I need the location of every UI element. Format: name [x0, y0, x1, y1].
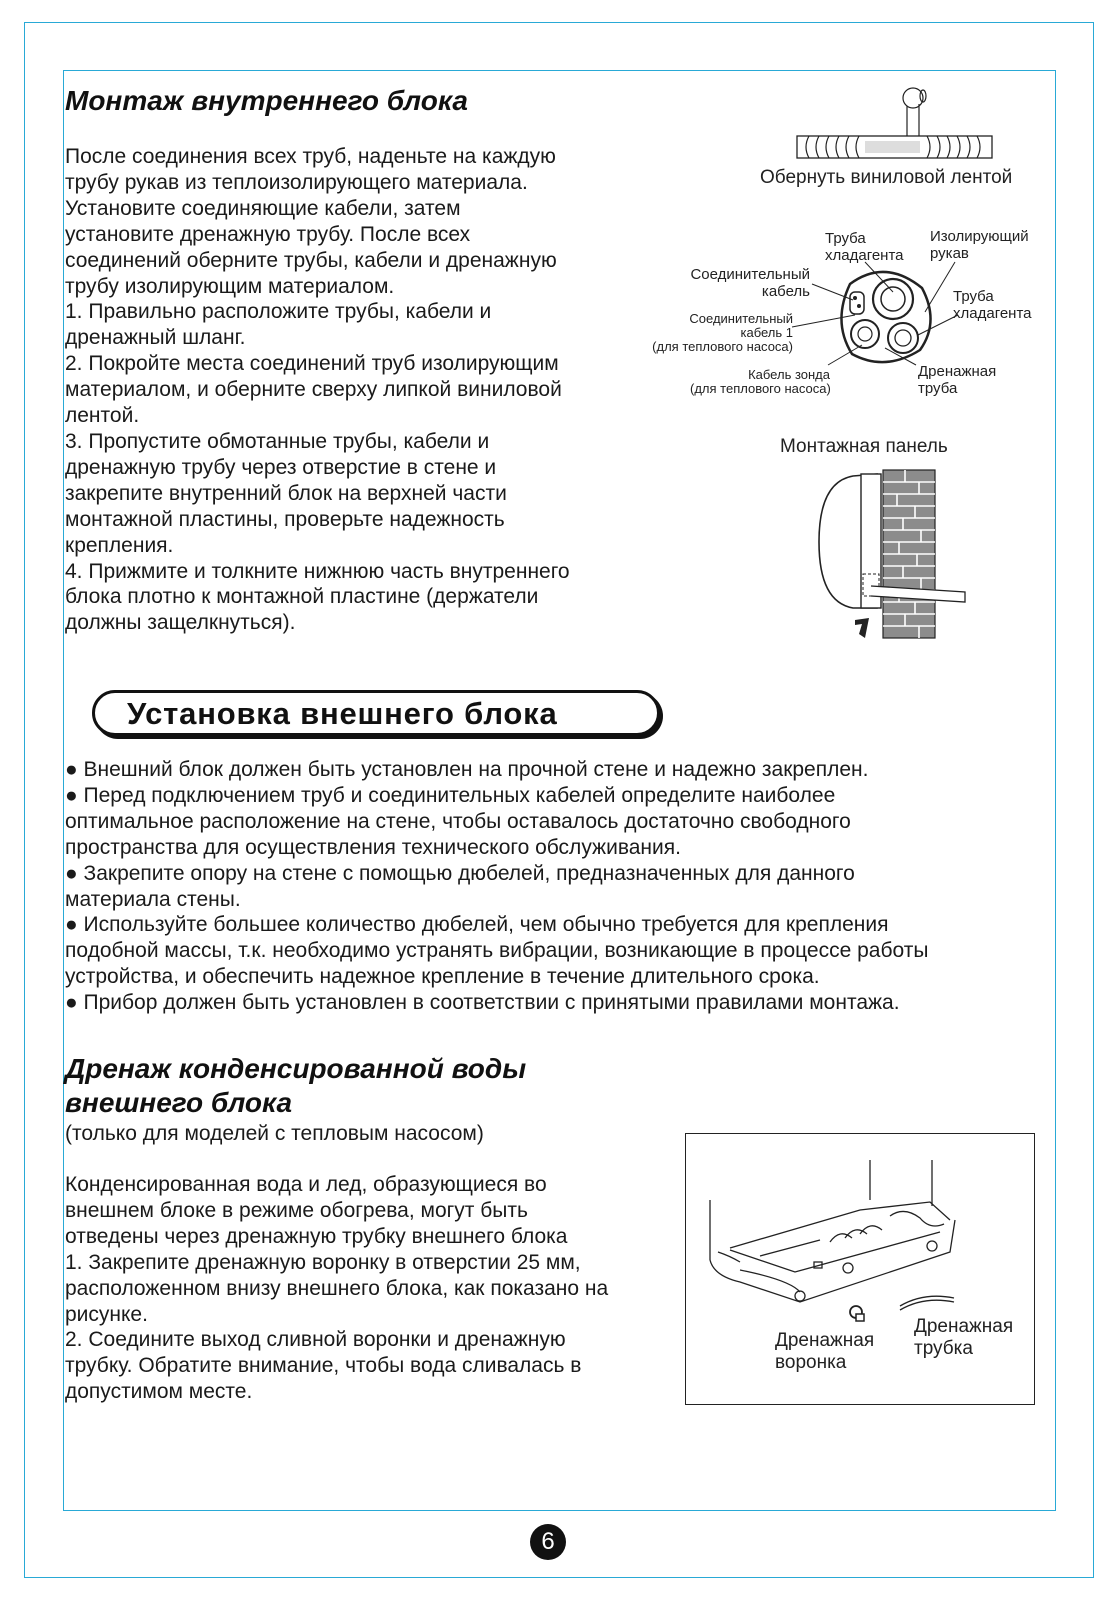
- page-number: 6: [530, 1524, 566, 1560]
- text-line: лентой.: [65, 404, 140, 428]
- text-line: ● Перед подключением труб и соединительных кабелей определите наиболее: [65, 783, 836, 807]
- label-text: Соединительный кабель 1: [689, 311, 793, 340]
- label-text: Дренажная трубка: [914, 1316, 1014, 1359]
- label-text: Соединительный кабель: [690, 266, 810, 300]
- drain-section-title-line1: Дренаж конденсированной воды: [65, 1053, 527, 1084]
- text-line: монтажной пластины, проверьте надежность: [65, 507, 505, 531]
- label-pipe-refrigerant-right: [953, 288, 1048, 322]
- text-line: трубу рукав из теплоизолирующего материала.: [65, 170, 528, 194]
- text-line: устройства, и обеспечить надежное крепление в течение длительного срока.: [65, 965, 820, 989]
- text-line: 2. Соедините выход сливной воронки и дренажную: [65, 1328, 566, 1352]
- label-drain-pipe: [918, 363, 1008, 397]
- label-drain-funnel: [775, 1330, 895, 1374]
- text-line: оптимальное расположение на стене, чтобы оставалось достаточно свободного: [65, 809, 851, 833]
- text-line: трубу изолирующим материалом.: [65, 274, 395, 298]
- text-line: рисунке.: [65, 1302, 148, 1326]
- text-line: отведены через дренажную трубку внешнего блока: [65, 1224, 568, 1248]
- text-line: материала стены.: [65, 887, 241, 911]
- text-line: (только для моделей с тепловым насосом): [65, 1122, 484, 1145]
- drain-tube-icon: [898, 1292, 958, 1312]
- label-probe-cable: [690, 368, 830, 396]
- label-connecting-cable: [688, 266, 810, 300]
- text-line: установите дренажную трубу. После всех: [65, 222, 471, 246]
- text-line: 1. Правильно расположите трубы, кабели и: [65, 300, 492, 324]
- label-drain-tube: [914, 1316, 1029, 1360]
- drain-section-title-line2: внешнего блока: [65, 1087, 293, 1118]
- label-text: Кабель зонда: [748, 367, 830, 382]
- text-line: ● Используйте большее количество дюбелей, чем обычно требуется для крепления: [65, 913, 889, 937]
- text-line: блока плотно к монтажной пластине (держатели: [65, 585, 539, 609]
- drain-subtitle: [65, 1121, 484, 1147]
- text-line: 1. Закрепите дренажную воронку в отверстии 25 мм,: [65, 1250, 581, 1274]
- text-line: допустимом месте.: [65, 1380, 253, 1404]
- text-line: Конденсированная вода и лед, образующиеся во: [65, 1173, 547, 1196]
- label-connecting-cable-1: [650, 312, 793, 354]
- text-line: ● Внешний блок должен быть установлен на прочной стене и надежно закреплен.: [65, 758, 869, 781]
- text-line: подобной массы, т.к. необходимо устранять вибрации, возникающие в процессе работы: [65, 939, 929, 963]
- outdoor-section-title: Установка внешнего блока: [127, 696, 558, 731]
- text-line: соединений оберните трубы, кабели и дренажную: [65, 248, 557, 272]
- text-line: должны защелкнуться).: [65, 611, 296, 635]
- drain-funnel-icon: [846, 1302, 870, 1326]
- text-line: дренажный шланг.: [65, 326, 246, 350]
- indoor-unit-wall-illustration: [815, 462, 975, 647]
- text-line: 3. Пропустите обмотанные трубы, кабели и: [65, 429, 490, 453]
- text-line: закрепите внутренний блок на верхней части: [65, 481, 507, 505]
- label-pipe-refrigerant-top: [825, 230, 920, 264]
- indoor-section-title: Монтаж внутреннего блока: [65, 85, 468, 116]
- label-text: Труба хладагента: [825, 230, 904, 264]
- text-line: Установите соединяющие кабели, затем: [65, 196, 461, 220]
- text-line: ● Прибор должен быть установлен в соответствии с принятыми правилами монтажа.: [65, 991, 900, 1015]
- text-line: внешнем блоке в режиме обогрева, могут быть: [65, 1198, 528, 1222]
- drain-instructions: [65, 1172, 608, 1405]
- label-note: (для теплового насоса): [652, 339, 793, 354]
- label-mounting-panel: Монтажная панель: [780, 436, 948, 457]
- outdoor-unit-base-illustration: [700, 1160, 1020, 1310]
- text-line: пространства для осуществления технического обслуживания.: [65, 835, 681, 859]
- text-line: 2. Покройте места соединений труб изолирующим: [65, 352, 559, 376]
- label-insulating-sleeve: [930, 228, 1030, 262]
- text-line: расположенном внизу внешнего блока, как показано на: [65, 1276, 609, 1300]
- label-text: Труба хладагента: [953, 288, 1032, 322]
- label-text: Изолирующий рукав: [930, 228, 1029, 262]
- label-text: Дренажная труба: [918, 363, 997, 397]
- outdoor-instructions: [65, 757, 928, 1016]
- label-text: Дренажная воронка: [775, 1330, 875, 1373]
- text-line: материалом, и оберните сверху липкой виниловой: [65, 378, 562, 402]
- label-note: (для теплового насоса): [690, 381, 831, 396]
- text-line: дренажную трубу через отверстие в стене и: [65, 455, 497, 479]
- tape-caption: Обернуть виниловой лентой: [760, 167, 1013, 188]
- text-line: трубку. Обратите внимание, чтобы вода сливалась в: [65, 1354, 582, 1378]
- text-line: крепления.: [65, 533, 174, 557]
- outdoor-section-heading: [92, 690, 660, 736]
- text-line: После соединения всех труб, наденьте на каждую: [65, 145, 556, 168]
- text-line: 4. Прижмите и толкните нижнюю часть внутреннего: [65, 559, 570, 583]
- text-line: ● Закрепите опору на стене с помощью дюбелей, предназначенных для данного: [65, 861, 855, 885]
